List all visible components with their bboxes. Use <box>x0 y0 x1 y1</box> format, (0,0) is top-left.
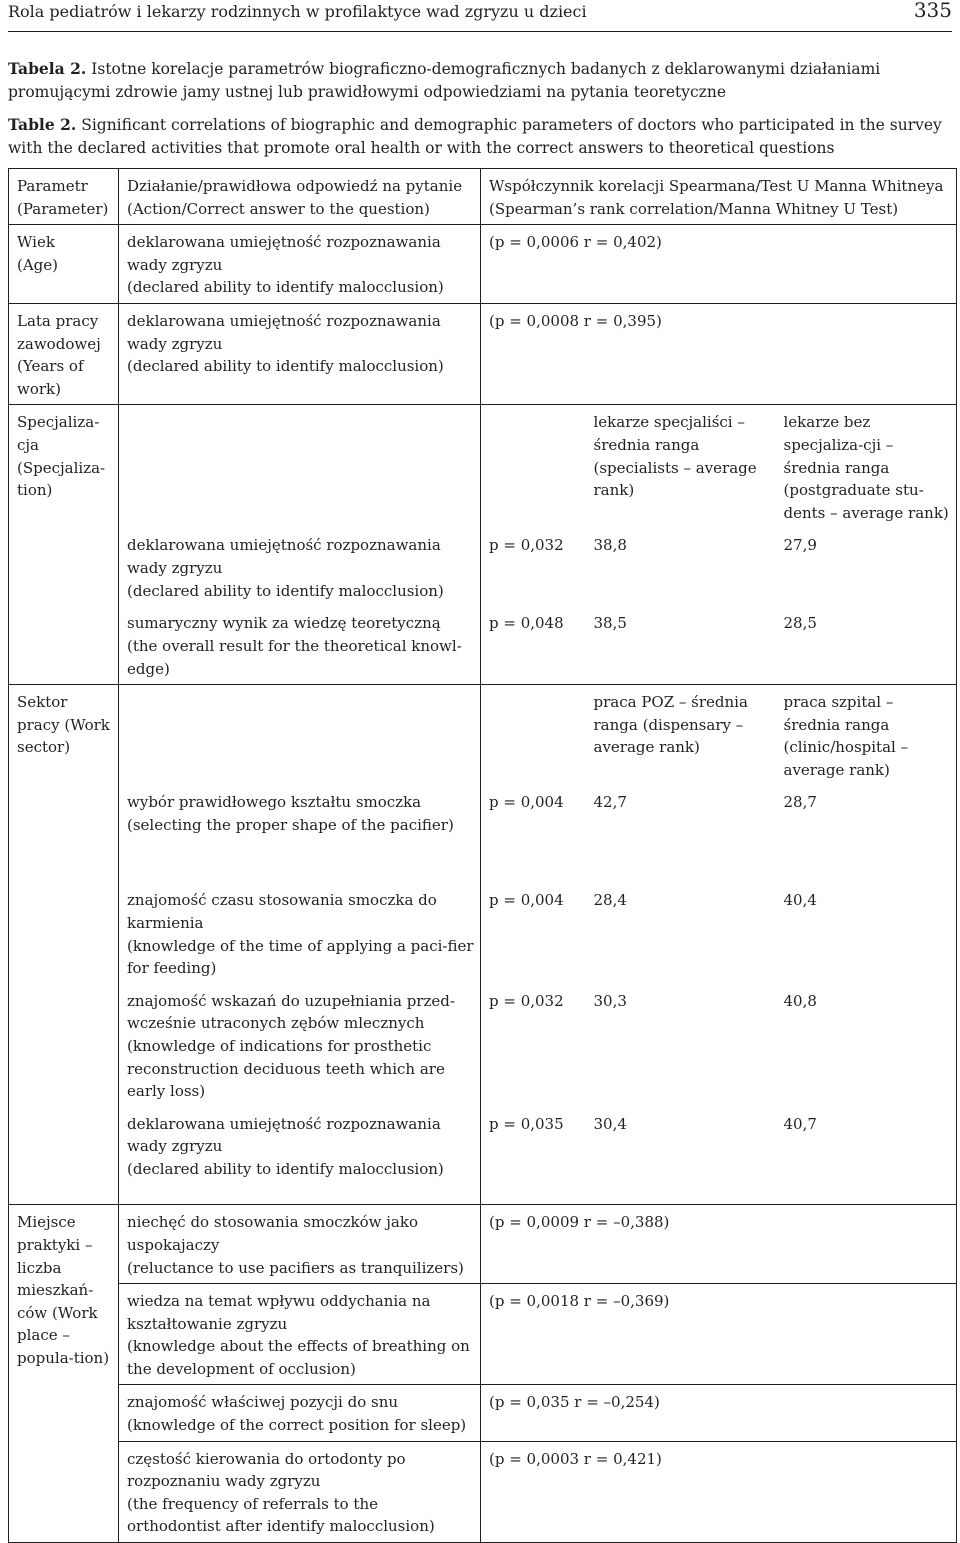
action-cell <box>119 785 481 883</box>
header-parameter-en: (Parameter) <box>17 199 109 218</box>
table-row <box>9 1284 957 1385</box>
empty-cell <box>481 685 586 786</box>
action-cell <box>119 1205 481 1284</box>
action-pl: znajomość właściwej pozycji do snu <box>127 1393 399 1412</box>
p-value: p = 0,035 <box>481 1107 586 1205</box>
table-row <box>9 785 957 883</box>
action-cell <box>119 1284 481 1385</box>
action-pl: sumaryczny wynik za wiedzę teoretyczną <box>127 614 441 633</box>
param-years-of-work: Lata pracy zawodowej (Years of work) <box>9 303 119 404</box>
action-cell <box>119 528 481 606</box>
table-row <box>9 303 957 404</box>
action-en: (reluctance to use pacifiers as tranquilizers) <box>127 1258 464 1277</box>
table-row <box>9 1385 957 1441</box>
action-en: (declared ability to identify malocclusion) <box>127 581 444 600</box>
header-coefficient <box>481 169 957 225</box>
rank-b: 27,9 <box>776 528 957 606</box>
action-pl: znajomość wskazań do uzupełniania przed-wcześnie utraconych zębów mlecznych <box>127 991 455 1033</box>
action-pl: znajomość czasu stosowania smoczka do karmienia <box>127 891 437 933</box>
p-value: p = 0,032 <box>481 528 586 606</box>
action-en: (selecting the proper shape of the pacifier) <box>127 816 454 835</box>
header-parameter <box>9 169 119 225</box>
rank-b: 28,5 <box>776 606 957 684</box>
coefficient-value: (p = 0,0008 r = 0,395) <box>481 303 957 404</box>
action-en: (knowledge of the correct position for sleep) <box>127 1416 467 1435</box>
caption-polish-text: Istotne korelacje parametrów biograficzno-demograficznych badanych z deklarowanymi działaniami promującymi zdrowie jamy ustnej lub prawidłowymi odpowiedziami na pytania teoretyczne <box>8 60 881 101</box>
rank-a: 30,4 <box>586 1107 776 1205</box>
param-work-sector: Sektor pracy (Work sector) <box>9 685 119 1205</box>
action-cell <box>119 225 481 304</box>
rank-a: 30,3 <box>593 991 627 1010</box>
action-pl: wiedza na temat wpływu oddychania na kształtowanie zgryzu <box>127 1292 431 1333</box>
action-cell <box>119 606 481 684</box>
rank-b: 28,7 <box>776 785 957 883</box>
p-value: p = 0,032 <box>481 984 586 1107</box>
empty-cell <box>119 405 481 528</box>
action-cell <box>119 1385 481 1441</box>
header-action-en: (Action/Correct answer to the question) <box>127 199 430 218</box>
coefficient-value: (p = 0,0009 r = –0,388) <box>481 1205 957 1284</box>
caption-polish-label: Tabela 2. <box>8 59 87 78</box>
empty-cell <box>481 405 586 528</box>
action-cell <box>119 883 481 983</box>
coefficient-value: (p = 0,035 r = –0,254) <box>481 1385 957 1441</box>
action-en: (declared ability to identify malocclusion) <box>127 1160 444 1178</box>
rank-a: 38,5 <box>586 606 776 684</box>
header-action <box>119 169 481 225</box>
p-value: p = 0,048 <box>481 606 586 684</box>
page-number: 335 <box>913 0 952 22</box>
table-row <box>9 225 957 304</box>
coefficient-value: (p = 0,0018 r = –0,369) <box>481 1284 957 1385</box>
rank-b: 40,4 <box>776 883 957 983</box>
table-row <box>9 984 957 1107</box>
group-a-header: lekarze specjaliści – średnia ranga (specialists – average rank) <box>586 405 776 528</box>
action-pl: niechęć do stosowania smoczków jako uspokajaczy <box>127 1213 418 1254</box>
action-cell <box>119 1107 481 1205</box>
caption-english-text: Significant correlations of biographic and demographic parameters of doctors who participated in the survey with the declared activities that promote oral health or with the correct answers to theoretical questions <box>8 116 942 157</box>
action-en: (knowledge of indications for prosthetic reconstruction deciduous teeth which are early loss) <box>127 1037 445 1101</box>
header-coefficient-en: (Spearman’s rank correlation/Manna Whitney U Test) <box>489 199 899 218</box>
caption-polish <box>8 57 954 104</box>
running-header <box>8 0 952 32</box>
rank-b: 40,7 <box>776 1107 957 1205</box>
table-row <box>9 685 957 786</box>
header-action-pl: Działanie/prawidłowa odpowiedź na pytanie <box>127 177 463 195</box>
rank-b: 40,8 <box>776 984 957 1107</box>
header-coefficient-pl: Współczynnik korelacji Spearmana/Test U Manna Whitneya <box>489 177 944 195</box>
action-pl: częstość kierowania do ortodonty po rozpoznaniu wady zgryzu <box>127 1449 406 1491</box>
action-en: (declared ability to identify malocclusion) <box>127 357 444 376</box>
coefficient-value: (p = 0,0006 r = 0,402) <box>481 225 957 304</box>
header-parameter-pl: Parametr <box>17 177 88 195</box>
rank-a: 42,7 <box>593 793 627 812</box>
group-b-header: lekarze bez specjaliza-cji – średnia ranga (postgraduate stu-dents – average rank) <box>776 405 957 528</box>
action-cell <box>119 984 481 1107</box>
group-a-header: praca POZ – średnia ranga (dispensary – average rank) <box>586 685 776 786</box>
action-pl: deklarowana umiejętność rozpoznawania wady zgryzu <box>127 1114 441 1156</box>
action-cell <box>119 303 481 404</box>
caption-english <box>8 113 954 160</box>
action-pl: deklarowana umiejętność rozpoznawania wady zgryzu <box>127 233 441 274</box>
param-age-en: (Age) <box>17 255 59 274</box>
action-pl: wybór prawidłowego kształtu smoczka <box>127 793 422 812</box>
param-age-pl: Wiek <box>17 233 55 252</box>
empty-cell <box>119 685 481 786</box>
action-en: (declared ability to identify malocclusion) <box>127 278 444 297</box>
action-en: (knowledge of the time of applying a paci-fier for feeding) <box>127 936 474 978</box>
param-specialization: Specjaliza-cja (Specjaliza-tion) <box>9 405 119 685</box>
action-en: (the overall result for the theoretical knowl-edge) <box>127 636 462 678</box>
table-row <box>9 883 957 983</box>
table-row <box>9 528 957 606</box>
p-value: p = 0,004 <box>481 883 586 983</box>
param-work-place: Miejsce praktyki – liczba mieszkań-ców (Work place – popula-tion) <box>9 1205 119 1543</box>
group-b-header: praca szpital – średnia ranga (clinic/hospital – average rank) <box>776 685 957 786</box>
param-age <box>9 225 119 304</box>
table-row <box>9 1205 957 1284</box>
table-row <box>9 1107 957 1205</box>
rank-a: 28,4 <box>593 891 627 910</box>
running-title: Rola pediatrów i lekarzy rodzinnych w profilaktyce wad zgryzu u dzieci <box>8 2 587 21</box>
caption-english-label: Table 2. <box>8 115 77 134</box>
rank-a: 38,8 <box>593 536 627 555</box>
coefficient-value: (p = 0,0003 r = 0,421) <box>481 1441 957 1542</box>
action-en: (the frequency of referrals to the orthodontist after identify malocclusion) <box>127 1494 435 1536</box>
action-en: (knowledge about the effects of breathing on the development of occlusion) <box>127 1337 470 1378</box>
p-value: p = 0,004 <box>481 785 586 883</box>
table-row <box>9 606 957 684</box>
action-pl: deklarowana umiejętność rozpoznawania wady zgryzu <box>127 311 441 353</box>
correlation-table <box>8 168 957 1543</box>
table-header-row <box>9 169 957 225</box>
table-row <box>9 405 957 528</box>
action-pl: deklarowana umiejętność rozpoznawania wady zgryzu <box>127 536 441 577</box>
